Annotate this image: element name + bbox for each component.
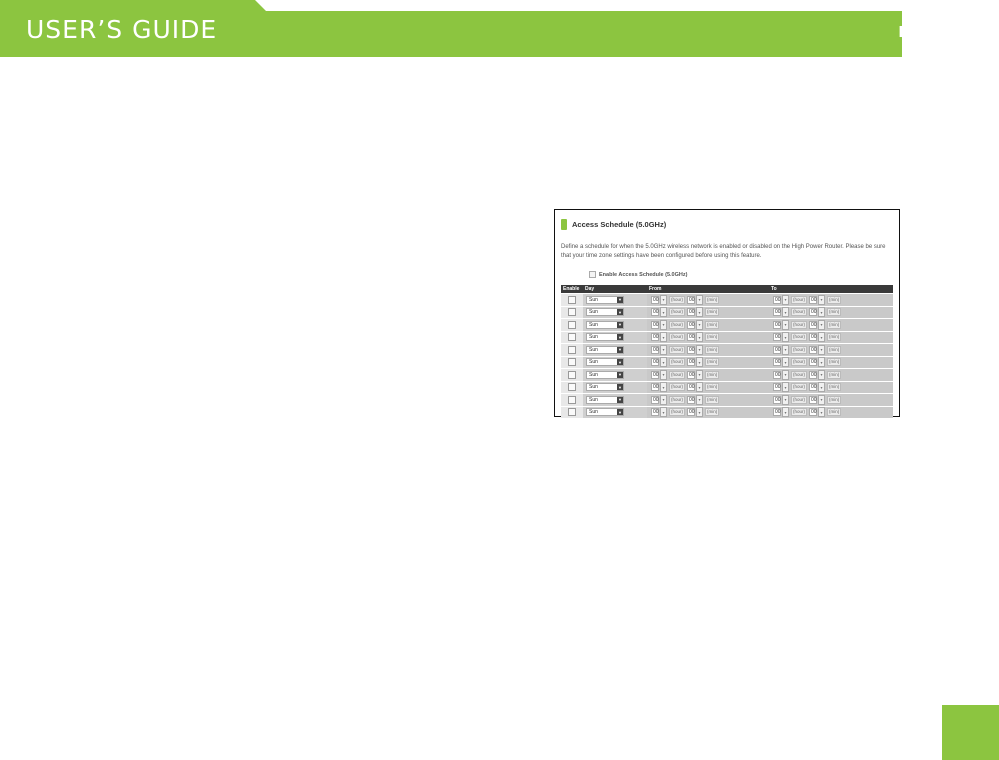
from-hour-select[interactable] <box>651 396 659 404</box>
to-minute-value: 00 <box>811 334 817 341</box>
hour-unit-label: (hour) <box>671 296 684 302</box>
day-select[interactable] <box>586 321 624 329</box>
table-row <box>561 331 893 344</box>
chevron-down-icon: ▼ <box>618 359 622 365</box>
to-minute-select[interactable] <box>809 408 817 416</box>
row-enable-checkbox[interactable] <box>568 321 576 329</box>
to-hour-select[interactable] <box>773 333 781 341</box>
row-enable-checkbox[interactable] <box>568 396 576 404</box>
to-hour-select[interactable] <box>773 396 781 404</box>
hour-unit-label: (hour) <box>793 334 806 340</box>
from-hour-select[interactable] <box>651 321 659 329</box>
hour-unit-label: (hour) <box>671 396 684 402</box>
to-hour-value: 00 <box>775 359 781 366</box>
chevron-down-icon: ▼ <box>618 347 622 353</box>
day-select[interactable] <box>586 333 624 341</box>
table-row <box>561 343 893 356</box>
hour-unit-label: (hour) <box>793 384 806 390</box>
enable-cell <box>561 294 583 306</box>
page-corner-tab <box>942 705 999 760</box>
schedule-table <box>561 285 893 418</box>
table-row <box>561 406 893 419</box>
day-select[interactable] <box>586 308 624 316</box>
to-minute-select[interactable] <box>809 321 817 329</box>
chevron-down-icon[interactable]: ▾ <box>818 307 825 317</box>
chevron-down-icon[interactable]: ▾ <box>660 320 667 330</box>
to-minute-value: 00 <box>811 359 817 366</box>
minute-unit-label: (min) <box>707 384 718 390</box>
row-enable-checkbox[interactable] <box>568 383 576 391</box>
day-value: Sun <box>589 409 598 416</box>
hour-unit-label: (hour) <box>671 371 684 377</box>
day-select[interactable] <box>586 396 624 404</box>
to-minute-select[interactable] <box>809 296 817 304</box>
from-hour-select[interactable] <box>651 346 659 354</box>
minute-unit-label: (min) <box>829 334 840 340</box>
chevron-down-icon[interactable]: ▾ <box>660 295 667 305</box>
model-name: RTA2600 <box>898 23 975 41</box>
to-cell <box>769 407 893 419</box>
day-value: Sun <box>589 371 598 378</box>
chevron-down-icon[interactable]: ▾ <box>660 357 667 367</box>
chevron-down-icon[interactable]: ▾ <box>660 382 667 392</box>
to-minute-value: 00 <box>811 371 817 378</box>
to-minute-value: 00 <box>811 296 817 303</box>
day-select[interactable] <box>586 358 624 366</box>
chevron-down-icon[interactable]: ▾ <box>696 295 703 305</box>
minute-unit-label: (min) <box>829 371 840 377</box>
to-minute-select[interactable] <box>809 308 817 316</box>
hour-unit-label: (hour) <box>671 384 684 390</box>
chevron-down-icon[interactable]: ▾ <box>818 345 825 355</box>
chevron-down-icon: ▼ <box>618 297 622 303</box>
col-day: Day <box>585 286 595 292</box>
from-hour-select[interactable] <box>651 296 659 304</box>
table-row <box>561 393 893 406</box>
hour-unit-label: (hour) <box>671 359 684 365</box>
chevron-down-icon[interactable]: ▾ <box>782 295 789 305</box>
chevron-down-icon[interactable]: ▾ <box>782 332 789 342</box>
chevron-down-icon[interactable]: ▾ <box>660 345 667 355</box>
day-cell <box>583 369 647 381</box>
chevron-down-icon[interactable]: ▾ <box>818 395 825 405</box>
from-cell <box>647 382 769 394</box>
enable-cell <box>561 319 583 331</box>
day-value: Sun <box>589 334 598 341</box>
row-enable-checkbox[interactable] <box>568 371 576 379</box>
chevron-down-icon[interactable]: ▾ <box>818 332 825 342</box>
minute-unit-label: (min) <box>707 409 718 415</box>
from-hour-value: 00 <box>653 321 659 328</box>
chevron-down-icon[interactable]: ▾ <box>696 320 703 330</box>
chevron-down-icon[interactable]: ▾ <box>696 370 703 380</box>
day-cell <box>583 357 647 369</box>
enable-cell <box>561 307 583 319</box>
chevron-down-icon[interactable]: ▾ <box>696 307 703 317</box>
day-cell <box>583 394 647 406</box>
col-to: To <box>771 286 777 292</box>
enable-cell <box>561 369 583 381</box>
day-cell <box>583 382 647 394</box>
to-hour-value: 00 <box>775 384 781 391</box>
chevron-down-icon[interactable]: ▾ <box>696 382 703 392</box>
to-minute-value: 00 <box>811 321 817 328</box>
to-minute-value: 00 <box>811 409 817 416</box>
to-cell <box>769 357 893 369</box>
from-hour-value: 00 <box>653 409 659 416</box>
chevron-down-icon[interactable]: ▾ <box>818 320 825 330</box>
from-hour-value: 00 <box>653 309 659 316</box>
from-hour-select[interactable] <box>651 308 659 316</box>
from-minute-select[interactable] <box>687 383 695 391</box>
enable-cell <box>561 382 583 394</box>
chevron-down-icon[interactable]: ▾ <box>782 307 789 317</box>
chevron-down-icon: ▼ <box>618 322 622 328</box>
day-value: Sun <box>589 359 598 366</box>
row-enable-checkbox[interactable] <box>568 358 576 366</box>
enable-cell <box>561 357 583 369</box>
from-hour-value: 00 <box>653 296 659 303</box>
enable-schedule-label: Enable Access Schedule (5.0GHz) <box>599 271 688 278</box>
from-cell <box>647 369 769 381</box>
to-cell <box>769 394 893 406</box>
row-enable-checkbox[interactable] <box>568 333 576 341</box>
to-hour-select[interactable] <box>773 296 781 304</box>
chevron-down-icon[interactable]: ▾ <box>818 357 825 367</box>
to-hour-value: 00 <box>775 309 781 316</box>
chevron-down-icon[interactable]: ▾ <box>696 407 703 417</box>
from-cell <box>647 407 769 419</box>
enable-cell <box>561 344 583 356</box>
from-hour-select[interactable] <box>651 358 659 366</box>
from-cell <box>647 319 769 331</box>
from-minute-select[interactable] <box>687 371 695 379</box>
from-cell <box>647 344 769 356</box>
to-minute-select[interactable] <box>809 346 817 354</box>
minute-unit-label: (min) <box>829 296 840 302</box>
to-hour-value: 00 <box>775 321 781 328</box>
day-cell <box>583 307 647 319</box>
guide-title: USER’S GUIDE <box>26 15 218 44</box>
to-cell <box>769 382 893 394</box>
hour-unit-label: (hour) <box>671 334 684 340</box>
from-cell <box>647 332 769 344</box>
day-select[interactable] <box>586 296 624 304</box>
day-select[interactable] <box>586 346 624 354</box>
hour-unit-label: (hour) <box>793 346 806 352</box>
from-minute-select[interactable] <box>687 396 695 404</box>
table-row <box>561 381 893 394</box>
from-hour-value: 00 <box>653 396 659 403</box>
from-minute-value: 00 <box>689 296 695 303</box>
to-hour-select[interactable] <box>773 346 781 354</box>
chevron-down-icon[interactable]: ▾ <box>782 357 789 367</box>
to-hour-value: 00 <box>775 296 781 303</box>
col-enable: Enable <box>563 286 580 292</box>
chevron-down-icon[interactable]: ▾ <box>696 345 703 355</box>
from-minute-value: 00 <box>689 409 695 416</box>
to-hour-value: 00 <box>775 334 781 341</box>
from-hour-select[interactable] <box>651 383 659 391</box>
from-cell <box>647 394 769 406</box>
minute-unit-label: (min) <box>829 396 840 402</box>
day-cell <box>583 344 647 356</box>
from-minute-select[interactable] <box>687 321 695 329</box>
to-hour-select[interactable] <box>773 321 781 329</box>
chevron-down-icon[interactable]: ▾ <box>660 407 667 417</box>
to-minute-select[interactable] <box>809 358 817 366</box>
from-cell <box>647 294 769 306</box>
schedule-rows <box>561 293 893 418</box>
chevron-down-icon[interactable]: ▾ <box>696 395 703 405</box>
to-hour-select[interactable] <box>773 408 781 416</box>
chevron-down-icon[interactable]: ▾ <box>660 395 667 405</box>
to-cell <box>769 307 893 319</box>
row-enable-checkbox[interactable] <box>568 346 576 354</box>
minute-unit-label: (min) <box>707 359 718 365</box>
table-row <box>561 306 893 319</box>
to-minute-select[interactable] <box>809 396 817 404</box>
chevron-down-icon[interactable]: ▾ <box>782 395 789 405</box>
to-minute-value: 00 <box>811 346 817 353</box>
chevron-down-icon: ▼ <box>618 309 622 315</box>
from-hour-value: 00 <box>653 346 659 353</box>
table-row <box>561 356 893 369</box>
hour-unit-label: (hour) <box>671 321 684 327</box>
chevron-down-icon[interactable]: ▾ <box>818 382 825 392</box>
to-minute-select[interactable] <box>809 333 817 341</box>
to-hour-select[interactable] <box>773 308 781 316</box>
to-minute-value: 00 <box>811 309 817 316</box>
minute-unit-label: (min) <box>707 396 718 402</box>
day-cell <box>583 319 647 331</box>
chevron-down-icon[interactable]: ▾ <box>782 407 789 417</box>
to-hour-value: 00 <box>775 346 781 353</box>
to-hour-select[interactable] <box>773 358 781 366</box>
from-minute-value: 00 <box>689 371 695 378</box>
minute-unit-label: (min) <box>829 321 840 327</box>
hour-unit-label: (hour) <box>793 359 806 365</box>
from-hour-value: 00 <box>653 371 659 378</box>
from-minute-select[interactable] <box>687 358 695 366</box>
panel-description: Define a schedule for when the 5.0GHz wireless network is enabled or disabled on the High Power Router. Please be sure that your time zone settings have been configured before using this feature. <box>561 244 886 259</box>
minute-unit-label: (min) <box>829 409 840 415</box>
hour-unit-label: (hour) <box>671 346 684 352</box>
from-minute-select[interactable] <box>687 333 695 341</box>
from-hour-value: 00 <box>653 334 659 341</box>
chevron-down-icon[interactable]: ▾ <box>818 370 825 380</box>
to-cell <box>769 332 893 344</box>
to-minute-select[interactable] <box>809 383 817 391</box>
minute-unit-label: (min) <box>829 309 840 315</box>
minute-unit-label: (min) <box>707 296 718 302</box>
to-hour-select[interactable] <box>773 371 781 379</box>
row-enable-checkbox[interactable] <box>568 308 576 316</box>
from-minute-value: 00 <box>689 346 695 353</box>
row-enable-checkbox[interactable] <box>568 296 576 304</box>
day-value: Sun <box>589 396 598 403</box>
to-minute-select[interactable] <box>809 371 817 379</box>
day-select[interactable] <box>586 408 624 416</box>
to-minute-value: 00 <box>811 384 817 391</box>
schedule-header-row <box>561 285 893 293</box>
hour-unit-label: (hour) <box>793 371 806 377</box>
hour-unit-label: (hour) <box>793 309 806 315</box>
chevron-down-icon: ▼ <box>618 409 622 415</box>
table-row <box>561 368 893 381</box>
chevron-down-icon[interactable]: ▾ <box>782 382 789 392</box>
green-bar-icon <box>561 219 567 230</box>
enable-cell <box>561 394 583 406</box>
day-value: Sun <box>589 321 598 328</box>
minute-unit-label: (min) <box>707 321 718 327</box>
enable-cell <box>561 332 583 344</box>
to-hour-value: 00 <box>775 371 781 378</box>
from-hour-value: 00 <box>653 384 659 391</box>
day-cell <box>583 407 647 419</box>
from-minute-value: 00 <box>689 359 695 366</box>
to-cell <box>769 344 893 356</box>
panel-header <box>561 219 666 230</box>
col-from: From <box>649 286 662 292</box>
chevron-down-icon[interactable]: ▾ <box>818 407 825 417</box>
to-hour-select[interactable] <box>773 383 781 391</box>
row-enable-checkbox[interactable] <box>568 408 576 416</box>
enable-schedule-checkbox[interactable] <box>589 271 596 278</box>
chevron-down-icon[interactable]: ▾ <box>696 332 703 342</box>
to-cell <box>769 369 893 381</box>
enable-cell <box>561 407 583 419</box>
day-cell <box>583 332 647 344</box>
minute-unit-label: (min) <box>707 309 718 315</box>
minute-unit-label: (min) <box>707 371 718 377</box>
from-minute-select[interactable] <box>687 346 695 354</box>
access-schedule-screenshot <box>554 209 900 417</box>
from-cell <box>647 357 769 369</box>
from-minute-value: 00 <box>689 321 695 328</box>
to-hour-value: 00 <box>775 396 781 403</box>
hour-unit-label: (hour) <box>793 296 806 302</box>
chevron-down-icon[interactable]: ▾ <box>696 357 703 367</box>
minute-unit-label: (min) <box>707 346 718 352</box>
from-hour-select[interactable] <box>651 371 659 379</box>
table-row <box>561 293 893 306</box>
hour-unit-label: (hour) <box>793 321 806 327</box>
day-value: Sun <box>589 346 598 353</box>
enable-schedule-row <box>589 271 687 278</box>
minute-unit-label: (min) <box>707 334 718 340</box>
chevron-down-icon: ▼ <box>618 397 622 403</box>
from-minute-value: 00 <box>689 384 695 391</box>
from-hour-select[interactable] <box>651 333 659 341</box>
to-minute-value: 00 <box>811 396 817 403</box>
to-cell <box>769 294 893 306</box>
chevron-down-icon[interactable]: ▾ <box>660 370 667 380</box>
from-cell <box>647 307 769 319</box>
day-value: Sun <box>589 296 598 303</box>
chevron-down-icon: ▼ <box>618 384 622 390</box>
chevron-down-icon[interactable]: ▾ <box>782 345 789 355</box>
from-minute-select[interactable] <box>687 408 695 416</box>
minute-unit-label: (min) <box>829 359 840 365</box>
from-minute-value: 00 <box>689 309 695 316</box>
hour-unit-label: (hour) <box>671 409 684 415</box>
minute-unit-label: (min) <box>829 346 840 352</box>
panel-title: Access Schedule (5.0GHz) <box>572 220 667 229</box>
chevron-down-icon[interactable]: ▾ <box>782 370 789 380</box>
chevron-down-icon[interactable]: ▾ <box>660 307 667 317</box>
chevron-down-icon: ▼ <box>618 334 622 340</box>
from-minute-select[interactable] <box>687 308 695 316</box>
chevron-down-icon[interactable]: ▾ <box>818 295 825 305</box>
day-select[interactable] <box>586 383 624 391</box>
chevron-down-icon: ▼ <box>618 372 622 378</box>
day-value: Sun <box>589 384 598 391</box>
day-cell <box>583 294 647 306</box>
chevron-down-icon[interactable]: ▾ <box>782 320 789 330</box>
hour-unit-label: (hour) <box>793 396 806 402</box>
from-hour-select[interactable] <box>651 408 659 416</box>
from-minute-select[interactable] <box>687 296 695 304</box>
to-hour-value: 00 <box>775 409 781 416</box>
hour-unit-label: (hour) <box>671 309 684 315</box>
from-hour-value: 00 <box>653 359 659 366</box>
day-select[interactable] <box>586 371 624 379</box>
minute-unit-label: (min) <box>829 384 840 390</box>
day-value: Sun <box>589 309 598 316</box>
hour-unit-label: (hour) <box>793 409 806 415</box>
chevron-down-icon[interactable]: ▾ <box>660 332 667 342</box>
from-minute-value: 00 <box>689 334 695 341</box>
table-row <box>561 318 893 331</box>
to-cell <box>769 319 893 331</box>
from-minute-value: 00 <box>689 396 695 403</box>
